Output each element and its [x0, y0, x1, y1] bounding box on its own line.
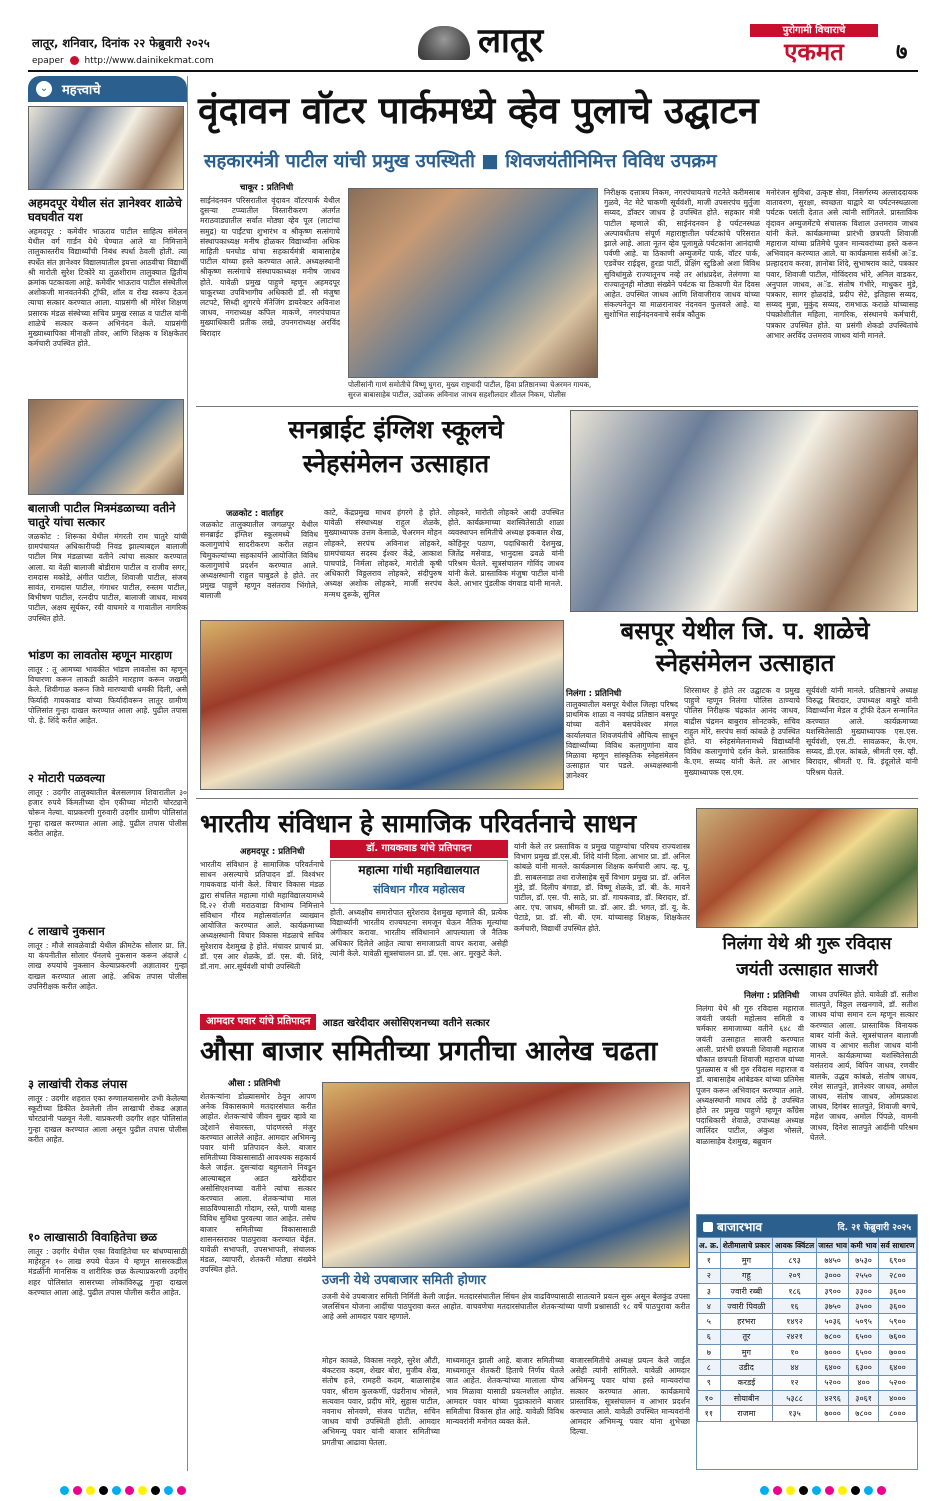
- market-column-header: आवक क्विंटल: [773, 1238, 817, 1253]
- ausa-kicker-tail: आडत खरेदीदार असोसिएशनच्या वतीने सत्कार: [322, 1018, 490, 1029]
- baspur-column-2: शिरसाथर हे होते तर उद्घाटक व प्रमुख पाहुणे म्हणून निलंगा पोलिस ठाण्याचे पोलिस निरीक्षक चंद्रकांत आनंद जाधव, बाद्रीस चंद्रमन बाबुराव सोनटक्के, सचिव राहुल मोरे, सरपंच सर्वा कांबळे हे उपस्थित होते. या स्नेहसंमेलनामध्ये विद्यार्थ्यांनी विविध कलागुणांचे दर्शन केले. प्रास्ताविक के.एम. सय्यद यांनी केले. तर आभार मुख्याध्यापक एस.एम.: [684, 686, 800, 777]
- sidebar-story: [28, 1077, 187, 1226]
- ausa-headline: औसा बाजार समितीच्या प्रगतीचा आलेख चढता: [200, 1036, 658, 1067]
- ravidas-dateline: निलंगा : प्रतिनिधी: [744, 991, 800, 1001]
- table-cell: २०९: [773, 1268, 817, 1283]
- table-cell: ५: [698, 1314, 721, 1329]
- ravidas-headline-1: निलंगा येथे श्री गुरू रविदास: [722, 934, 892, 954]
- table-cell: ५९००: [878, 1314, 916, 1329]
- table-cell: १: [698, 1253, 721, 1268]
- lead-column-1: साईनंदनवन परिसरातील वृंदावन वॉटरपार्क येथील दुसऱ्या टप्प्यातील विस्तारीकरण अंतर्गत मराठवाड्यातील सर्वात मोठ्या व्हेव पूल (लाटांचा समुद्र) या पाईंटचा शुभारंभ व श्रीकृष्ण सत्संगाचे संस्थापकाध्यक्ष मनीष होळकर विद्यार्थ्यांना अधिक माहिती घनघोड यांचा सहकार्यमंत्री बाबासाहेब पाटील यांच्या हस्ते करण्यात आले. अध्यक्षस्थानी श्रीकृष्ण सत्संगाचे संस्थापकाध्यक्ष मनीष जाधव होते. यावेळी प्रमुख पाहुणे म्हणून अहमदपूर चाकूरच्या उपविभागीय अधिकारी डॉ. सौ मंजुषा लटपटे, सिध्दी शुगरचे मॅनेजिंग डायरेक्टर अविनाश जाधव, नगराध्यक्ष कपिल माकणे, नगरपंचायत मुख्याधिकारी प्रतीक लखे, उपनगराध्यक्ष अरविंद बिरादार: [200, 196, 340, 338]
- ausa-photo: [322, 1082, 690, 1268]
- table-cell: गहू: [720, 1268, 772, 1283]
- table-row: [698, 1345, 917, 1360]
- table-cell: ६: [698, 1329, 721, 1344]
- table-cell: १२: [773, 1375, 817, 1390]
- sanvidhan-column-2: होती. अध्यक्षीय समारोपात सुरेशराव देशमुख म्हणाले की, प्रत्येक विद्यार्थ्यांनी भारतीय राज्यघटना समजून घेऊन नैतिक मूल्यांचा अंगीकार करावा. भारतीय संविधानाने आपल्याला जे नैतिक अधिकार दिलेले आहेत त्याचा समाजाप्रती वापर करावा, असेही त्यांनी केले. यावेळी सूत्रसंचालन प्रा. डॉ. एस. आर. मुरकुटे केले.: [330, 908, 508, 958]
- city-name: लातूर: [478, 21, 544, 61]
- table-cell: २५५०: [849, 1268, 879, 1283]
- table-cell: ११: [698, 1406, 721, 1421]
- registration-dot: [151, 1486, 160, 1495]
- sidebar-story: [28, 771, 187, 920]
- registration-dot: [838, 1486, 847, 1495]
- sidebar-body: लातूर : तू आमच्या भावकीत भांडण लावतोस का म्हणून विचारणा करून लाकडी काठीने मारहाण करून जखमी केले. शिवीगाळ करून जिवे मारण्याची धमकी दिली, असे फिर्यादी गायकवाड यांच्या फिर्यादीवरून लातूर ग्रामीण पोलिसांत गुन्हा दाखल करण्यात आला आहे. पुढील तपास पो. हे. शिंदे करीत आहेत.: [28, 665, 187, 726]
- sidebar-body: जळकोट : शिरूका येथील मंगरती राम चातुरे यांची ग्रामपंचायत अधिकारीपदी निवड झाल्याबद्दल बालाजी पाटील मित्र मंडळाच्या वतीने त्यांचा सत्कार करण्यात आला. या वेळी बालाजी बोडीराम पाटील व राजीव सगर, रामदास मकोडे, अंगीत पाटील, शिवाजी पाटील, संजय सावंत, रामदास पाटील, गंगाधर पाटील, रुस्तम पाटील, बिभीषण पाटील, रत्नदीप पाटील, बालाजी जाधव, माधव पाटील, अक्षय सूर्यकर, रवी वाघमारे व गावातील नागरिक उपस्थित होते.: [28, 532, 187, 623]
- market-column-header: सर्व साधारण: [878, 1238, 916, 1253]
- ausa-box-title: उजनी येथे उपबाजार समिती होणार: [322, 1273, 486, 1288]
- sanvidhan-title-box: [330, 860, 508, 904]
- registration-dot: [60, 1486, 69, 1495]
- lead-photo: [348, 188, 598, 378]
- table-cell: २: [698, 1268, 721, 1283]
- table-cell: ४४: [773, 1360, 817, 1375]
- chevron-down-icon: ⌄: [36, 81, 52, 97]
- sidebar: [28, 76, 188, 1471]
- sanvidhan-box-title-2: संविधान गौरव महोत्सव: [373, 883, 465, 896]
- table-cell: ६५००: [849, 1345, 879, 1360]
- baspur-photo: [570, 410, 918, 612]
- table-cell: ३०६१: [849, 1390, 879, 1405]
- ravidas-headline-2: जयंती उत्साहात साजरी: [736, 960, 878, 980]
- registration-dot: [825, 1486, 834, 1495]
- brand-logo: एकमत: [784, 37, 844, 66]
- masthead: [0, 0, 945, 70]
- market-box: [696, 1214, 918, 1470]
- table-cell: ७६००: [878, 1329, 916, 1344]
- table-cell: ज्वारी पिवळी: [720, 1299, 772, 1314]
- table-cell: सोयाबीन: [720, 1390, 772, 1405]
- table-row: [698, 1390, 917, 1405]
- sidebar-header: [28, 76, 187, 102]
- lead-subhead: सहकारमंत्री पाटील यांची प्रमुख उपस्थिती ■ शिवजयंतीनिमित्त विविध उपक्रम: [204, 151, 717, 172]
- sanvidhan-headline: भारतीय संविधान हे सामाजिक परिवर्तनाचे साधन: [200, 809, 637, 838]
- baspur-headline-2: स्नेहसंमेलन उत्साहात: [655, 648, 835, 677]
- sidebar-headline: अहमदपूर येथील संत ज्ञानेश्वर शाळेचे घवघवीत यश: [28, 196, 182, 224]
- ravidas-photo: [696, 808, 918, 928]
- table-cell: १४९२: [773, 1314, 817, 1329]
- table-cell: ८०००: [878, 1406, 916, 1421]
- brand-tagline: पुरोगामी विचाराचे: [750, 24, 878, 37]
- table-cell: ४: [698, 1299, 721, 1314]
- lead-column-3: मनोरंजन सुविधा, उत्कृष्ट सेवा, निसर्गरम्य अल्लाददायक वातावरण, सुरक्षा, स्वच्छता याद्वारे या पर्यटनस्थळाला पर्यटक पसंती देतात असे त्यांनी सांगितले. प्रास्ताविक वृंदावन अम्युजमेंटचे संचालक विशाल उत्तमराव जाधव यांनी केले. कार्यक्रमाच्या प्रारंभी छत्रपती शिवाजी महाराज यांच्या प्रतिमेचे पूजन मान्यवरांच्या हस्ते करून अभिवादन करण्यात आले. या कार्यक्रमास सर्वश्री अॅड. प्रल्हादराव करवा, ज्ञानोबा शिंदे, सुभाषराव काटे, पत्रकार पवार, शिवाजी पाटील, गोविंदराव भोरे, अनिल वाडकर, अनुपाल जाधव, अॅड. संतोष गंभीरे, माधुकर मुंडे, पत्रकार, सागर होळदांडे, प्रदीप सेटे, इतिहास सय्यद, सय्यद मुन्ना, मुकुंद सय्यद, रामभाऊ कराळे यांच्यासह पंचक्रोशीतील महिला, नागरिक, संस्थानचे कर्मचारी, पत्रकार उपस्थित होते. या प्रसंगी शेकडो उपस्थितांचे आभार अरविंद उत्तमराव जाधव यांनी मानले.: [766, 188, 918, 340]
- table-cell: ज्वारी रब्बी: [720, 1283, 772, 1298]
- sidebar-body: अहमदपूर : कमेवीर भाऊराव पाटील साहित्य संमेलन येथील वर्ग गार्डन येथे घेण्यात आले या निमित्ताने तालुकास्तरीय विद्यार्थ्यांची निबंध स्पर्धा ठेवली होती. त्या स्पर्धेत संत ज्ञानेश्वर विद्यालयातील इयत्ता आठवीचा विद्यार्थी श्री मारोती सुरेश टिकोरे या तुळशीराम तालुक्यात द्वितीय क्रमांक पटकावला आहे. कमेवीर भाऊराव पाटील संस्थेतील अशोकजी मानवतनेकी ट्रॉफी, शॉल व रोख स्वरूप देऊन त्याचा सत्कार करण्यात आला. याप्रसंगी श्री मोरेश शिक्षण प्रसारक मंडळ संस्थेच्या सचिव प्रमुख रसाळ व पाटील यांनी शाळेचे सत्कार करून अभिनंदन केले. याप्रसंगी मुख्याध्यापिका मीनाक्षी तोवर, आणि शिक्षक व शिक्षकेतर कर्मचारी उपस्थित होते.: [28, 227, 187, 349]
- market-title: [703, 1218, 762, 1235]
- sidebar-headline: २ मोटारी पळवल्या: [28, 771, 105, 785]
- table-row: [698, 1299, 917, 1314]
- table-cell: ६४००: [878, 1360, 916, 1375]
- sanvidhan-box-title-1: महात्मा गांधी महाविद्यालयात: [358, 863, 480, 877]
- epaper-label: [32, 56, 214, 66]
- sidebar-story: [28, 648, 187, 767]
- table-cell: १०: [773, 1345, 817, 1360]
- table-cell: ३३००: [849, 1283, 879, 1298]
- table-cell: ३९००: [816, 1283, 848, 1298]
- table-row: [698, 1283, 917, 1298]
- registration-dot: [773, 1486, 782, 1495]
- table-cell: ७८००: [849, 1406, 879, 1421]
- table-cell: ७८००: [816, 1329, 848, 1344]
- registration-dot: [851, 1486, 860, 1495]
- registration-dot: [760, 1486, 769, 1495]
- table-cell: ४०००: [878, 1390, 916, 1405]
- table-cell: ७: [698, 1345, 721, 1360]
- table-cell: राजमा: [720, 1406, 772, 1421]
- registration-dot: [812, 1486, 821, 1495]
- table-row: [698, 1360, 917, 1375]
- sidebar-photo-1: [28, 106, 184, 190]
- ausa-box-body: उजनी येथे उपबाजार समिती निर्मिती केली जाईल. मतदारसंघातील सिंचन क्षेत्र वाढविण्यासाठी सातत्याने प्रयत्न सुरू असून बेलकुंड उपसा जलसिंचन योजना आदींचा पाठपुरावा करत आहोत. वाचवणेचा मतदारसंघातील शेतकऱ्यांच्या पाणी प्रश्नासाठी १८ वर्षे पाठपुरावा करीत आहे असे आमदार पवार म्हणाले.: [322, 1292, 690, 1322]
- table-cell: उडीद: [720, 1360, 772, 1375]
- table-cell: ५३८८: [773, 1390, 817, 1405]
- divider: [196, 798, 918, 799]
- table-cell: ७४५०: [816, 1253, 848, 1268]
- market-column-header: जास्त भाव: [816, 1238, 848, 1253]
- sunbright-photo: [200, 620, 564, 790]
- table-cell: ४२९६: [816, 1390, 848, 1405]
- lead-column-2: निरीक्षक दत्तात्रय निकम, नगरपंचायतचे गटनेते करीमसाब गुळवे, नेट मेटे चाकणी सूर्यवंशी, माजी उपसरपंच मुर्तुजा सय्यद, डॉक्टर जाधव हे उपस्थित होते. सहकार मंत्री पाटील म्हणाले की, साईनंदनवन हे पर्यटनस्थळ अल्पावधीतच संपूर्ण महाराष्ट्रातील पर्यटकांचे परिसरात झाले आहे. आता नूतन व्हेव पूलामुळे पर्यटकांना आनंदाची पर्वणी आहे. या ठिकाणी अम्युजमेंट पार्क, वॉटर पार्क, एडवेंचर राईड्स, हुरडा पार्टी, प्रेक्षिंग स्टुडिओ अशा विविध सुविधांमुळे राज्यातूनच नव्हे तर आंध्रप्रदेश, तेलंगणा या राज्यातूनही मोठ्या संख्येने पर्यटक या ठिकाणी येत दिवस आहेत. उपस्थित जाधव आणि शिवाजीराव जाधव यांच्या संकल्पनेतून या माळरानावर नंदनवन फुलवले आहे. या सुशोभित साईनंदनवनाचे सर्वत्र कौतुक: [604, 188, 760, 320]
- sidebar-body: लातूर : मौजे सावळेवाडी येथील क्रीमटेक सोलार प्रा. लि. या कंपनीतील सोलार पॅनलचे नुकसान करून अंदाजे ८ लाख रुपयांचे नुकसान केल्याप्रकरणी अज्ञातावर गुन्हा दाखल करण्यात आला आहे. अधिक तपास पोलीस उपनिरीक्षक करीत आहेत.: [28, 941, 187, 991]
- table-cell: ३६००: [878, 1299, 916, 1314]
- registration-dot: [73, 1486, 82, 1495]
- market-column-header: अ. क्र.: [698, 1238, 721, 1253]
- sidebar-headline: ८ लाखाचे नुकसान: [28, 924, 105, 938]
- sunbright-headline-1: सनब्राईट इंग्लिश स्कूलचे: [288, 415, 504, 444]
- table-row: [698, 1406, 917, 1421]
- sidebar-headline: १० लाखासाठी विवाहितेचा छळ: [28, 1230, 158, 1244]
- registration-dot: [112, 1486, 121, 1495]
- sidebar-title: महत्त्वाचे: [62, 83, 101, 98]
- sanvidhan-dateline: अहमदपूर : प्रतिनिधी: [240, 847, 305, 857]
- registration-dot: [786, 1486, 795, 1495]
- sunbright-column-1: जळकोट तालुक्यातील जगळपूर येथील सनब्राईट इंग्लिश स्कूलमध्ये विविध कलागुणांचे सादरीकरण करीत लहान चिमुकल्यांच्या सहकार्याने आयोजित विविध कलागुणांचे प्रदर्शन करण्यात आले. अध्यक्षस्थानी राहुल चाबुडले हे होते. तर प्रमुख पाहुणे म्हणून वसंतराव भिंगोले, बालाजी: [200, 520, 318, 601]
- ausa-kicker: आमदार पवार यांचे प्रतिपादन: [200, 1014, 316, 1030]
- sidebar-body: लातूर : उदगीर तालुक्यातील बेलसलगाव शिवारातील ३० हजार रुपये किंमतीच्या दोन एकीच्या मोटारी चोरट्याने चोरून नेल्या. याप्रकरणी गुरुवारी उदगीर ग्रामीण पोलिसांत गुन्हा दाखल करण्यात आला आहे. पुढील तपास पोलीस करीत आहेत.: [28, 788, 187, 838]
- sanvidhan-column-1: भारतीय संविधान हे सामाजिक परिवर्तनाचे साधन असल्याचे प्रतिपादन डॉ. विश्वंभर गायकवाड यांनी केले. विचार विकास मंडळ द्वारा संचलित महात्मा गांधी महाविद्यालयामध्ये दि.२२ रोजी मराठवाडा विभाग्य निमित्ताने संविधान गौरव महोत्सवांतर्गत व्याख्यान आयोजित करण्यात आले. कार्यक्रमाच्या अध्यक्षस्थानी विचार विकास मंडळाचे सचिव सुरेशराव देशमुख हे होते. मंचावर प्राचार्य प्रा. डॉ. एस आर शेळके, डॉ. एस. बी. शिंदे, डॉ.नाग. आर.सूर्यवंशी यांची उपस्थिती: [200, 860, 324, 972]
- sidebar-body: लातूर : उदगीर येथील एका विवाहितेचा घर बांधण्यासाठी माहेरहून १० लाख रुपये घेऊन ये म्हणून सासरकडील मंडळींनी मानसिक व शारीरिक छळ केल्याप्रकरणी उदगीर शहर पोलिसांत सासरच्या लोकांविरुद्ध गुन्हा दाखल करण्यात आला आहे. पुढील तपास पोलीस करीत आहेत.: [28, 1247, 187, 1297]
- baspur-column-1: तालुक्यातील बसपूर येथील जिल्हा परिषद प्राथमिक शाळा व नवचंद्र प्रतिष्ठान बसपूर यांच्या वतीने बसपंवेश्वर मंगल कार्यालयात शिवजयंतीचे औचित्य साधून विद्यार्थ्यांच्या विविध कलागुणांना वाव मिळावा म्हणून सांस्कृतिक स्नेहसंमेलन उत्साहात पार पडले. अध्यक्षस्थानी ज्ञानेश्वर: [566, 700, 678, 781]
- market-header: [697, 1215, 917, 1237]
- table-cell: १३५: [773, 1406, 817, 1421]
- registration-dot: [138, 1486, 147, 1495]
- city-emblem: [418, 26, 470, 60]
- table-cell: १०: [698, 1390, 721, 1405]
- table-cell: ८: [698, 1360, 721, 1375]
- ravidas-column-1: निलंगा येथे श्री गुरु रविदास महाराज जयंती जयंती महोत्सव समिती व चर्मकार समाजाच्या वतीने ६४८ वी जयंती उत्साहात साजरी करण्यात आली. प्रारंभी छत्रपती शिवाजी महाराज चौकात छत्रपती शिवाजी महाराज यांच्या पुतळ्यास व श्री गुरु रविदास महाराज व डॉ. बाबासाहेब आंबेडकर यांच्या प्रतिमेस पूजन करून अभिवादन करण्यात आले. अध्यक्षस्थानी माधव लोंढे हे उपस्थित होते तर प्रमुख पाहुणे म्हणून कॉंग्रेस पदाधिकारी शेवाळे, उपाध्यक्ष अध्यक्ष जालिंदर पाटील, अंकुश भोसले, बाळासाहेब देशमुख, बब्रुवान: [696, 1004, 804, 1146]
- market-column-header: शेतीमालाचे प्रकार: [720, 1238, 772, 1253]
- table-cell: ४००: [849, 1375, 879, 1390]
- sidebar-body: लातूर : उदगीर शहरात एका रुग्णालयासमोर उभी केलेल्या स्कूटीच्या डिकीत ठेवलेली तीन लाखाची रोकड अज्ञात चोरट्यांनी पळवून नेली. याप्रकरणी उदगीर शहर पोलिसांत गुन्हा दाखल करण्यात आला असून पुढील तपास पोलीस करीत आहेत.: [28, 1094, 187, 1144]
- market-column-header: कमी भाव: [849, 1238, 879, 1253]
- table-row: [698, 1314, 917, 1329]
- sanvidhan-kicker: डॉ. गायकवाड यांचे प्रतिपादन: [330, 840, 508, 858]
- table-cell: २८००: [878, 1268, 916, 1283]
- divider: [196, 406, 918, 407]
- ausa-dateline: औसा : प्रतिनिधी: [228, 1079, 281, 1089]
- table-cell: ८९३: [773, 1253, 817, 1268]
- table-cell: ६५००: [849, 1329, 879, 1344]
- table-cell: ३७५०: [816, 1299, 848, 1314]
- table-row: [698, 1268, 917, 1283]
- brand-box: [750, 24, 878, 68]
- sidebar-story: [28, 1230, 187, 1389]
- table-row: [698, 1329, 917, 1344]
- table-cell: मुग: [720, 1345, 772, 1360]
- registration-dot: [99, 1486, 108, 1495]
- sunbright-column-2: काटे, केंद्रप्रमुख माधव हंगरगे हे होते. यावेळी संस्थाध्यक्ष राहुल शेळके, मुख्याध्यापक उत्तम केसाळे, चेअरमन मोहन लोहकरे, सरपंच अविनाश लोहकरे, ग्रामपंचायत सदस्य ईश्वर केंद्रे, आकाश पाचपांडे, निर्मला लोहकरे, मारोती कृषी अधिकारी विठ्ठलराव लोहकरे, संदीपुरुष अध्यक्ष अशोक लोहकरे, मार्जी सरपंच मन्मथ दुरूके, सुनिल: [324, 508, 442, 599]
- table-cell: तूर: [720, 1329, 772, 1344]
- table-cell: ७०००: [816, 1345, 848, 1360]
- baspur-column-3: सूर्यवंशी यांनी मानले. प्रतिष्ठानचे अध्यक्ष विरुद्ध बिरादार, उपाध्यक्ष बाबुरे यांनी विद्यार्थ्यांना मेडल व ट्रॉफी देऊन सन्मानित करण्यात आले. कार्यक्रमाच्या यशस्वितेसाठी मुख्याध्यापक एस.एस. सूर्यवंशी, एस.टी. सावळकर, के.एम. सय्यद, डी.एल. कांबळे, श्रीमती एस. व्ही. बिरादार, श्रीमती ए. वि. इंदूलोले यांनी परिश्रम घेतले.: [806, 686, 918, 777]
- ausa-kicker-bar: [200, 1014, 690, 1030]
- table-cell: ५०३६: [816, 1314, 848, 1329]
- sidebar-headline: भांडण का लावतोस म्हणून मारहाण: [28, 648, 173, 662]
- baspur-headline-1: बसपूर येथील जि. प. शाळेचे: [620, 616, 870, 645]
- sidebar-story: [28, 196, 187, 395]
- table-cell: ९: [698, 1375, 721, 1390]
- registration-dot: [164, 1486, 173, 1495]
- table-cell: २४२१: [773, 1329, 817, 1344]
- table-cell: करडई: [720, 1375, 772, 1390]
- color-registration-strip: [60, 1486, 890, 1496]
- ausa-column-1: शेतकऱ्यांना डोळ्यासमोर ठेवून आपण अनेक विकासकामे मतदारसंघात करीत आहोत. शेतकऱ्यांचे जीवन सुखर व्हावे या उद्देशाने सेवारस्ता, पांदणरस्ते मंजुर करण्यात आलेले आहेत. आमदार अभिमन्यू पवार यांनी प्रतिपादन केले. बाजार समितीच्या विकासासाठी आवश्यक सहकार्य केले जाईल. दुसऱ्यांदा बहुमताने निवडून आल्याबद्दल अडत खरेदीदार असोसिएशनच्या वतीने त्यांचा सत्कार करण्यात आला. शेतकऱ्यांचा माल साठविण्यासाठी गोदाम, रस्ते, पाणी यासह विविध सुविधा पुरवल्या जात आहेत. तसेच बाजार समितीच्या विकासासाठी शासनस्तरावर पाठपुरावा करण्यात येईल. यावेळी सभापती, उपसभापती, संचालक मंडळ, व्यापारी, शेतकरी मोठ्या संख्येने उपस्थित होते.: [200, 1092, 316, 1275]
- table-cell: ३६००: [878, 1283, 916, 1298]
- ravidas-column-2: जाधव उपस्थित होते. यावेळी डॉ. सतीश सातपुते, विठ्ठल लखनगावे, डॉ. सतीश जाधव यांचा समान रत्न म्हणून सत्कार करण्यात आला. प्रास्ताविक विनायक बाबर यांनी केले. सूत्रसंचालन बालाजी जाधव व आभार सतीश जाधव यांनी मानले. कार्यक्रमाच्या यशस्वितेसाठी वसंतराव आर्य, बिपिन जाधव, रणवीर बालके, उद्धव कांबळे, संतोष जाधव, रमेश सातपुते, ज्ञानेश्वर जाधव, अमोल जाधव, संतोष जाधव, ओमप्रकाश जाधव, दिगंबर सातपुते, शिवाजी बगचे, महेश जाधव, अमोल पिंपळे, वामनी जाधव, दिनेश सातपुते आदींनी परिश्रम घेतले.: [810, 990, 918, 1142]
- sidebar-headline: बालाजी पाटील मित्रमंडळाच्या वतीने चातुरे यांचा सत्कार: [28, 501, 176, 529]
- chart-icon: [703, 1222, 713, 1232]
- ausa-column-3: माध्यमातून झाली आहे. बाजार समितीच्या माध्यमातून शेतकरी हिताचे निर्णय घेतले जात आहेत. शेतकऱ्यांच्या मालाला योग्य भाव मिळावा यासाठी प्रयत्नशील आहोत. आमदार पवार यांच्या पुढाकाराने बाजार समितीचा विकास होत आहे. यावेळी विविध मान्यवरांनी मनोगत व्यक्त केले.: [446, 1356, 564, 1427]
- registration-dot: [86, 1486, 95, 1495]
- table-cell: ३५००: [849, 1299, 879, 1314]
- table-cell: ६९००: [878, 1253, 916, 1268]
- market-title-text: बाजारभाव: [717, 1219, 763, 1234]
- table-cell: ६४००: [816, 1360, 848, 1375]
- table-cell: ५०९५: [849, 1314, 879, 1329]
- lead-photo-caption: पोलीसांनी गाणं समोतीचे विष्णू घुगरा, मुख्य राष्ट्रवादी पाटील, हिवा प्रतिष्ठानच्या चेअरमन गायक, सुरज बाबासाहेब पाटील, उद्योजक अविनाश जाधव सहशीलदार शीतल निकम, पोलीस: [348, 380, 592, 399]
- page-number: ७: [896, 39, 908, 65]
- sunbright-dateline: जळकोट : वार्ताहर: [226, 509, 284, 519]
- dateline: लातूर, शनिवार, दिनांक २२ फेब्रुवारी २०२५: [32, 36, 210, 50]
- registration-dot: [177, 1486, 186, 1495]
- table-cell: ५२००: [878, 1375, 916, 1390]
- table-cell: मुग: [720, 1253, 772, 1268]
- lead-headline: वृंदावन वॉटर पार्कमध्ये व्हेव पुलाचे उद्घाटन: [198, 88, 759, 132]
- sunbright-column-3: लोहकरे, मारोती लोहकरे आदी उपस्थित होते. कार्यक्रमाच्या यशस्वितेसाठी शाळा व्यवस्थापन समितीचे अध्यक्ष इकबाल शेख, कोहिनूर पठाण, पदाधिकारी देशमुख, जितेंद्र मसेवाड, भानुदास ढवळे यांनी परिश्रम घेतले. सूत्रसंचालन गोविंद जाधव यांनी केले. प्रास्ताविक मंजुषा पाटील यांनी केले. आभार पुंडलीक वंगवाड यांनी मानले.: [448, 508, 564, 589]
- table-row: [698, 1375, 917, 1390]
- ausa-column-4: बाजारसमितीचे अध्यक्ष प्रयत्न केले जाईल असेही त्यांनी सांगितले. यावेळी आमदार अभिमन्यू पवार यांचा हस्ते मान्यवरांचा सत्कार करण्यात आला. कार्यक्रमाचे प्रास्ताविक, सूत्रसंचालन व आभार प्रदर्शन करण्यात आले. यावेळी उपस्थित मान्यवरांनी आमदार अभिमन्यू पवार यांना शुभेच्छा दिल्या.: [570, 1356, 690, 1437]
- table-cell: ७०००: [816, 1406, 848, 1421]
- registration-dot: [125, 1486, 134, 1495]
- epaper-text: epaper: [32, 56, 64, 66]
- ausa-column-2: मोहन कावळे, विकास नरहरे, सुरेश औटी, बंकटराव कदम, शेखर बोरा, मुजीब शेख, संतोष हत्ते, रामहरी कदम, बाळासाहेब पवार, श्रीराम कुलकर्णी, पंढरीनाथ भोसले, सत्यवान पवार, प्रदीप मोरे, सुहास पाटील, नवनाथ सोनवणे, संजय पाटील, सचिन जाधव यांची उपस्थिती होती. आमदार अभिमन्यू पवार यांनी बाजार समितीच्या प्रगतीचा आढावा घेतला.: [322, 1356, 440, 1447]
- website-url[interactable]: http://www.dainikekmat.com: [84, 56, 214, 66]
- sidebar-headline: ३ लाखांची रोकड लंपास: [28, 1077, 128, 1091]
- sidebar-photo-2: [28, 399, 184, 495]
- sidebar-story: [28, 924, 187, 1073]
- table-cell: ३: [698, 1283, 721, 1298]
- registration-dot: [864, 1486, 873, 1495]
- table-cell: ७०००: [878, 1345, 916, 1360]
- table-cell: १६: [773, 1299, 817, 1314]
- market-date: दि. २१ फेब्रुवारी २०२५: [837, 1222, 911, 1233]
- registration-dot: [877, 1486, 886, 1495]
- market-table: [697, 1237, 917, 1422]
- table-cell: ३०००: [816, 1268, 848, 1283]
- table-cell: ५२००: [816, 1375, 848, 1390]
- table-cell: ६३००: [849, 1360, 879, 1375]
- table-row: [698, 1253, 917, 1268]
- sanvidhan-column-3: यांनी केले तर प्रस्ताविक व प्रमुख पाहुण्यांचा परिचय राज्यशास्त्र विभाग प्रमुख डॉ.एस.बी. शिंदे यांनी दिला. आभार प्रा. डॉ. अनिल कांबळे यांनी मानले. कार्यक्रमास शिक्षक कर्मचारी आप. व्ह. यू. डी. साबलनाडा तथा राजेसाहेब सुर्वे विभाग प्रमुख प्रा. डॉ. अनिल मुंडे, डॉ. दिलीप बंगाडा, डॉ. विष्णू शेळके, डॉ. बी. के. मावने पाटील, डॉ. एस. पी. साठे, प्रा. डॉ. गायकवाड, डॉ. बिरादार, डॉ. आर. एच. जाधव, श्रीमती प्रा. डॉ. आर. डी. भगत, डॉ. यू. के. पेटाडे, प्रा. डॉ. सी. बी. एम. यांच्यासह शिक्षक, शिक्षकेतर कर्मचारी, विद्यार्थी उपस्थित होते.: [514, 842, 690, 933]
- sidebar-story: [28, 501, 187, 644]
- table-cell: ७५३०: [849, 1253, 879, 1268]
- sunbright-headline-2: स्नेहसंमेलन उत्साहात: [302, 449, 490, 478]
- masthead-rule: [28, 70, 918, 72]
- table-cell: हरभरा: [720, 1314, 772, 1329]
- globe-icon: [70, 56, 79, 65]
- table-cell: १८६: [773, 1283, 817, 1298]
- baspur-dateline: निलंगा : प्रतिनिधी: [566, 689, 622, 699]
- lead-dateline: चाकूर : प्रतिनिधी: [240, 183, 294, 193]
- registration-dot: [799, 1486, 808, 1495]
